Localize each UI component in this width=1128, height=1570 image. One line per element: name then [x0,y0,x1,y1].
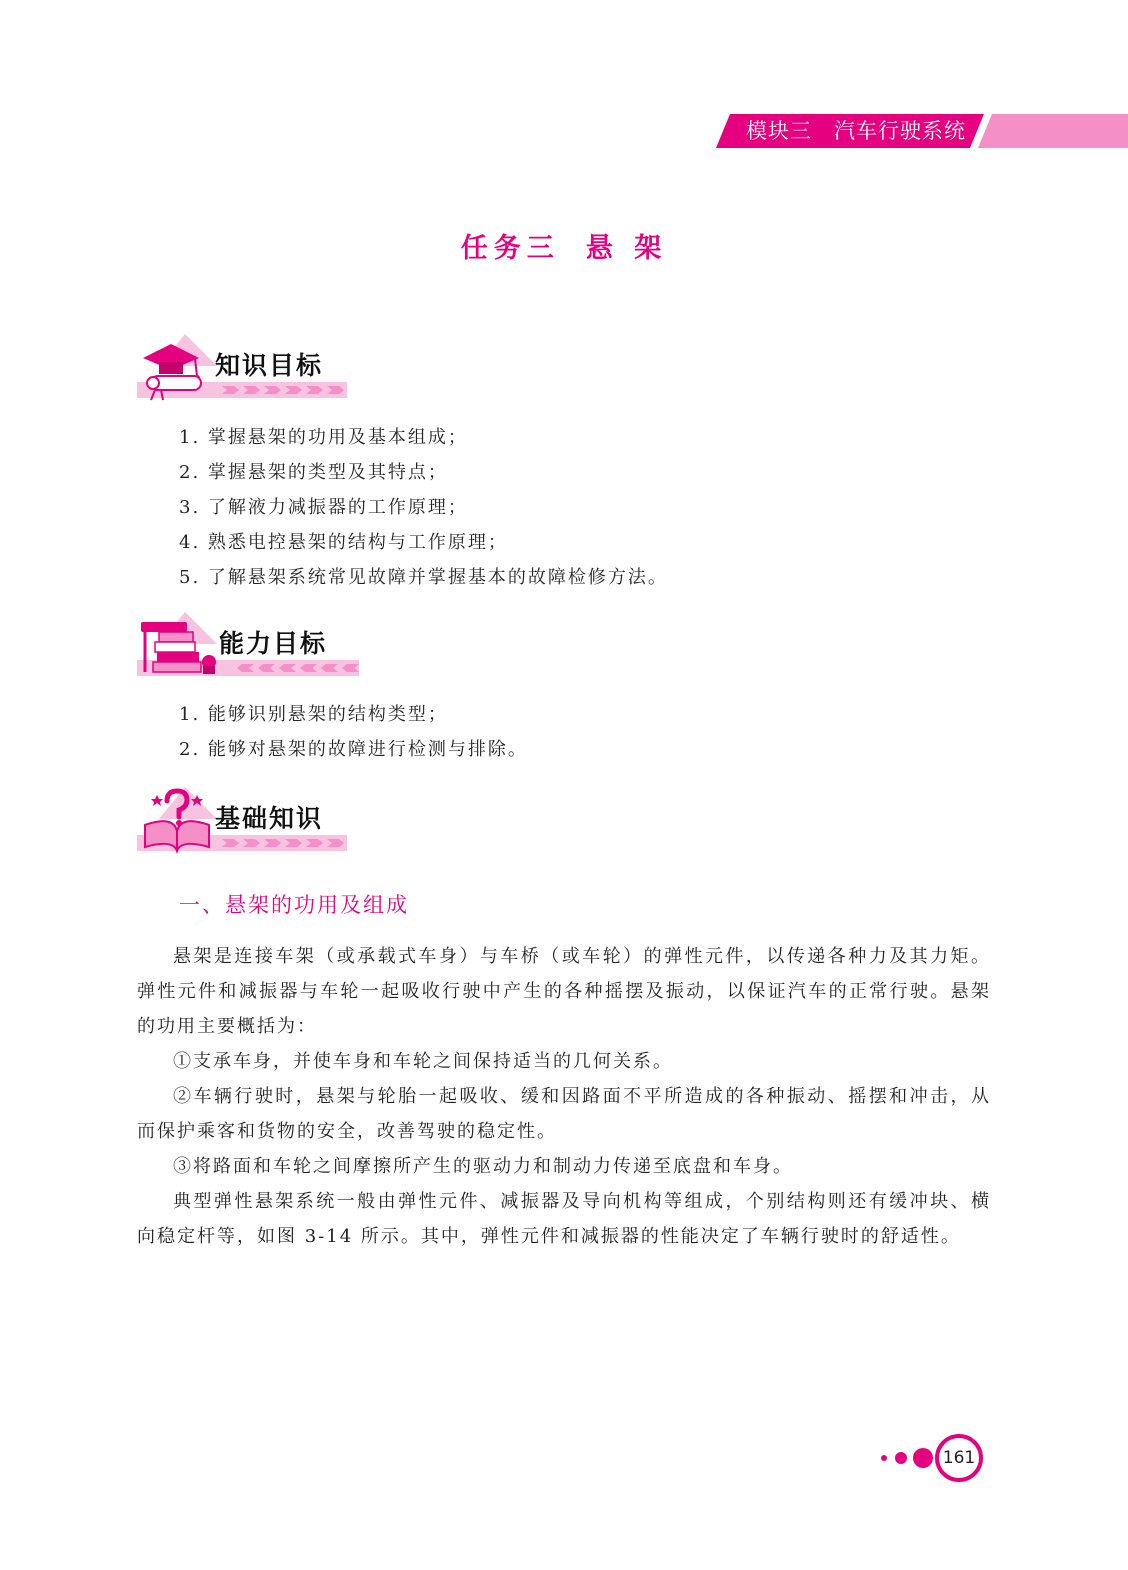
list-item: 2. 能够对悬架的故障进行检测与排除。 [179,739,528,760]
dot-small [881,1455,887,1461]
paragraph: 典型弹性悬架系统一般由弹性元件、减振器及导向机构等组成，个别结构则还有缓冲块、横向稳定杆等，如图 3-14 所示。其中，弹性元件和减振器的性能决定了车辆行驶时的舒适性。 [137,1191,991,1247]
page-number: 161 [935,1434,983,1482]
header-band [716,114,1128,148]
list-item: 1. 掌握悬架的功用及基本组成； [179,427,468,448]
page-title [0,226,1128,265]
paragraph: ①支承车身，并使车身和车轮之间保持适当的几何关系。 [173,1051,673,1072]
paragraph: ③将路面和车轮之间摩擦所产生的驱动力和制动力传递至底盘和车身。 [173,1156,793,1177]
paragraph: 悬架是连接车架（或承载式车身）与车桥（或车轮）的弹性元件，以传递各种力及其力矩。弹性元件和减振器与车轮一起吸收行驶中产生的各种摇摆及振动，以保证汽车的正常行驶。悬架的功用主要概括为： [137,946,991,1037]
stacked-books-icon [137,610,227,680]
task-name: 悬 架 [585,233,668,264]
body-text [137,939,991,1254]
section-head-basics [137,785,362,855]
graduation-cap-diploma-icon [137,332,217,402]
section-label-knowledge: 知识目标 [215,351,324,380]
section-head-ability [137,610,362,680]
dot-medium [895,1452,907,1464]
list-item: 3. 了解液力减振器的工作原理； [179,497,468,518]
task-number: 任务三 [460,233,560,264]
list-item: 2. 掌握悬架的类型及其特点； [179,462,448,483]
paragraph: ②车辆行驶时，悬架与轮胎一起吸收、缓和因路面不平所造成的各种振动、摇摆和冲击，从而保护乘客和货物的安全，改善驾驶的稳定性。 [137,1086,991,1142]
section-label-basics: 基础知识 [215,804,324,833]
header-text [746,118,966,144]
dot-large [913,1448,933,1468]
subheading: 一、悬架的功用及组成 [179,893,409,917]
ability-list [179,697,528,767]
page-number-badge [873,1431,993,1491]
section-label-ability: 能力目标 [219,629,328,658]
list-item: 5. 了解悬架系统常见故障并掌握基本的故障检修方法。 [179,567,668,588]
knowledge-list [179,420,668,595]
header-module: 模块三 [746,119,812,143]
question-book-icon [137,785,217,855]
list-item: 1. 能够识别悬架的结构类型； [179,704,448,725]
header-chapter: 汽车行驶系统 [834,119,966,143]
list-item: 4. 熟悉电控悬架的结构与工作原理； [179,532,508,553]
section-head-knowledge [137,332,362,402]
